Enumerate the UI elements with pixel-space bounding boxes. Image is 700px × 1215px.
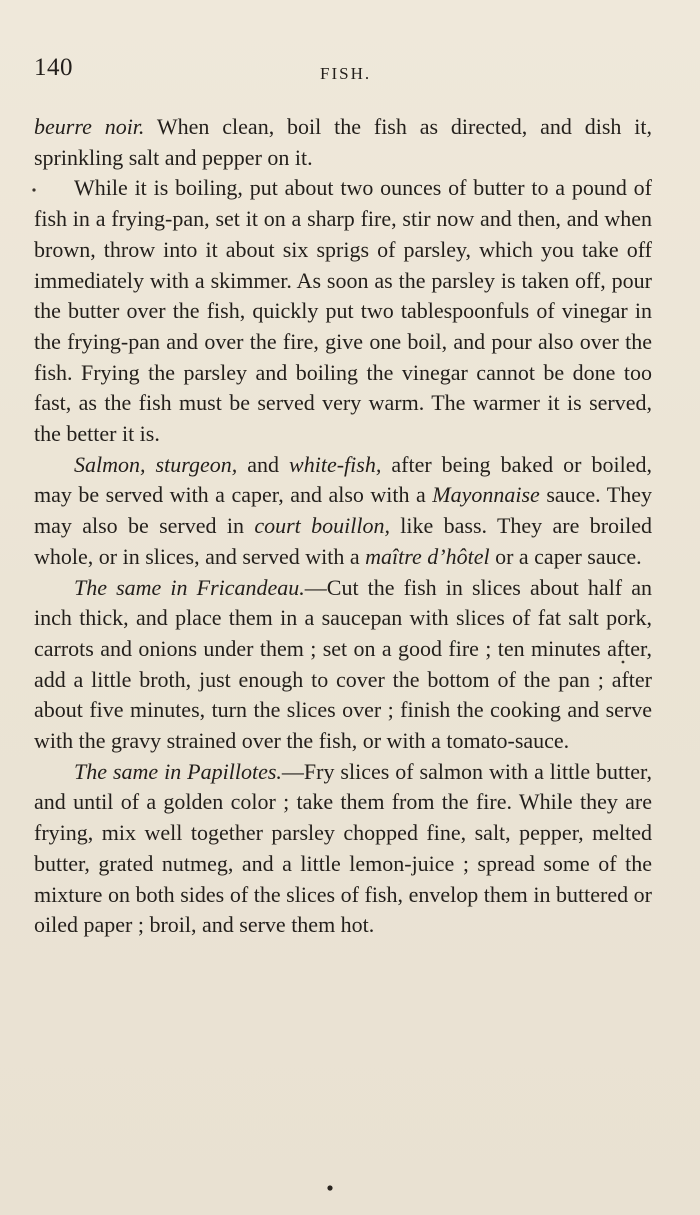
italic-text: Salmon, sturgeon, <box>74 451 238 477</box>
text-run: sauce. They may also be served in <box>34 482 652 539</box>
italic-text: white-fish, <box>289 451 382 477</box>
italic-text: Mayonnaise <box>432 482 540 508</box>
paragraph <box>34 450 652 573</box>
ink-speck <box>327 1185 332 1190</box>
italic-text: beurre noir. <box>34 114 145 139</box>
text-run: after being baked or boiled, may be served with a caper, and also with a <box>34 451 652 508</box>
text-run: or a caper sauce. <box>489 543 642 569</box>
italic-text: The same in Papillotes. <box>74 758 282 784</box>
running-head <box>34 54 660 94</box>
text-run: —Cut the fish in slices about half an inch thick, and place them in a saucepan with slices of fat salt pork, carrots and onions under them ; set on a good fire ; ten minutes after, add a little broth, just enough to cover the bottom of the pan ; after about five minutes, turn the slices over ; finish the cooking and serve with the gravy strained over the fish, or with a tomato-sauce. <box>34 574 653 754</box>
italic-text: court bouillon, <box>254 513 390 539</box>
text-run: and <box>237 451 290 477</box>
page-number: 140 <box>34 54 73 81</box>
running-title: FISH. <box>320 64 372 83</box>
paragraph <box>34 112 652 173</box>
text-run: like bass. They are broiled whole, or in slices, and served with a <box>34 513 653 569</box>
paragraph <box>34 173 652 449</box>
paragraph <box>34 757 652 941</box>
text-run: When clean, boil the fish as directed, and dish it, sprinkling salt and pepper on it. <box>34 114 652 170</box>
body-text <box>34 112 652 941</box>
paragraph <box>34 573 652 757</box>
italic-text: maître d’hôtel <box>365 543 490 569</box>
text-run: —Fry slices of salmon with a little butter, and until of a golden color ; take them from the fire. While they are frying, mix well together parsley chopped fine, salt, pepper, melted butter, grated nutmeg, and a little lemon-juice ; spread some of the mixture on both sides of the slices of fish, envelop them in buttered or oiled paper ; broil, and serve them hot. <box>34 758 652 938</box>
text-run: While it is boiling, put about two ounces of butter to a pound of fish in a frying-pan, set it on a sharp fire, stir now and then, and when brown, throw into it about six sprigs of parsley, which you take off immediately with a skimmer. As soon as the parsley is taken off, pour the butter over the fish, quickly put two tablespoonfuls of vinegar in the frying-pan and over the fire, give one boil, and pour also over the fish. Frying the parsley and boiling the vinegar cannot be done too fast, as the fish must be served very warm. The warmer it is served, the better it is. <box>34 175 652 447</box>
italic-text: The same in Fricandeau. <box>74 574 305 600</box>
